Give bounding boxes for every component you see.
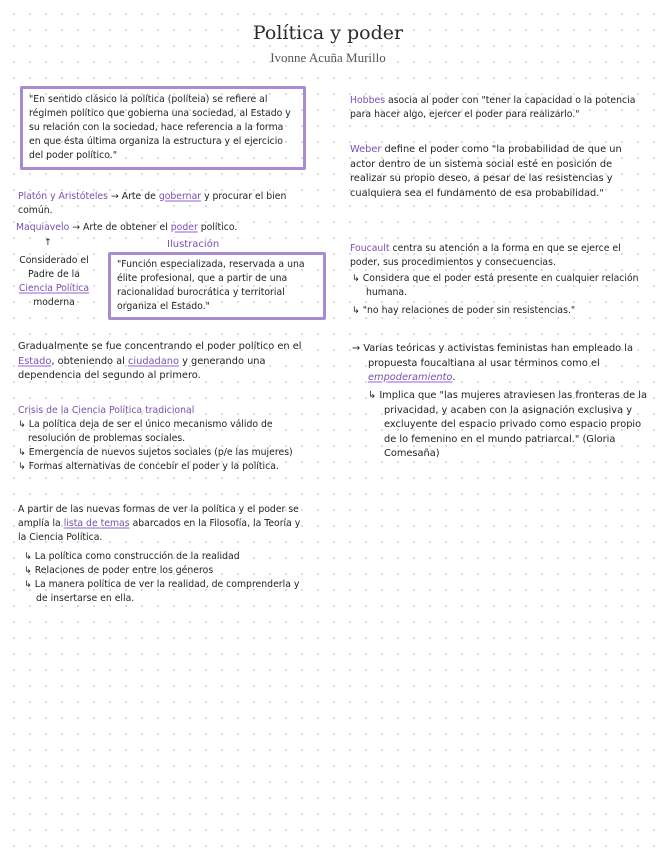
- list-item: ↳ Considera que el poder está presente en cualquier relación humana.: [352, 273, 639, 298]
- gobernar-highlight: gobernar: [158, 191, 202, 202]
- lista-temas-highlight: lista de temas: [63, 518, 130, 529]
- platon-line: Platón y Aristóteles → Arte de gobernar y procurar el bien común.: [18, 191, 287, 216]
- bullet-arrow-icon: ↳: [24, 551, 32, 562]
- considerado-note: Considerado el Padre de la Ciencia Política moderna: [18, 255, 90, 308]
- hobbes-name: Hobbes: [350, 95, 386, 106]
- list-item: ↳ Formas alternativas de concebir el poder y la política.: [18, 461, 279, 472]
- ilustracion-box: [108, 252, 326, 320]
- ilustracion-text: "Función especializada, reservada a una élite profesional, que a partir de una racionalidad burocrática y territorial organiza el Estado.": [117, 259, 305, 312]
- foucault-name: Foucault: [350, 243, 390, 254]
- ciudadano-highlight: ciudadano: [128, 355, 179, 367]
- list-item: ↳ La política deja de ser el único mecanismo válido de resolución de problemas sociales.: [18, 419, 273, 444]
- list-item: ↳ "no hay relaciones de poder sin resistencias.": [352, 305, 576, 316]
- hobbes-paragraph: Hobbes asocia al poder con "tener la capacidad o la potencia para hacer algo, ejercer el poder para realizarlo.": [350, 95, 636, 120]
- maquiavelo: Maquiavelo: [16, 222, 70, 233]
- feministas-paragraph: → Varias teóricas y activistas feministas han empleado la propuesta foucaltiana al usar términos como el empoderamiento.: [352, 343, 634, 383]
- foucault-list: [350, 272, 640, 318]
- maquiavelo-line: Maquiavelo → Arte de obtener el poder político.: [16, 222, 238, 233]
- poder-highlight: poder: [170, 222, 198, 233]
- list-item: ↳ Emergencia de nuevos sujetos sociales (p/e las mujeres): [18, 447, 293, 458]
- bullet-arrow-icon: ↳: [352, 305, 360, 316]
- feministas-sub: ↳ Implica que "las mujeres atraviesen las fronteras de la privacidad, y acaben con la asignación exclusiva y excluyente del espacio privado como espacio propio de lo femenino en el mundo patriarcal." (Gloria Comesaña): [368, 390, 648, 459]
- ciencia-politica-highlight: Ciencia Política: [18, 283, 90, 294]
- bullet-arrow-icon: ↳: [352, 273, 360, 284]
- bullet-arrow-icon: ↳: [18, 447, 26, 458]
- bullet-arrow-icon: ↳: [24, 565, 32, 576]
- arrow-icon: →: [352, 343, 361, 354]
- bullet-arrow-icon: ↳: [24, 579, 32, 590]
- weber-name: Weber: [350, 144, 382, 155]
- list-item: ↳ La política como construcción de la realidad: [24, 551, 240, 562]
- nuevas-list: [20, 550, 308, 606]
- empoderamiento-highlight: empoderamiento: [368, 372, 453, 383]
- definition-text: "En sentido clásico la política (políteia) se refiere al régimen político que gobierna una sociedad, al Estado y su relación con la sociedad, hace referencia a la forma en que ésta última organiza la estructura y el ejercicio del poder político.": [29, 94, 291, 161]
- bullet-arrow-icon: ↳: [18, 419, 26, 430]
- list-item: ↳ La manera política de ver la realidad, de comprenderla y de insertarse en ella.: [24, 579, 300, 604]
- list-item: ↳ Relaciones de poder entre los géneros: [24, 565, 214, 576]
- gradual-paragraph: Gradualmente se fue concentrando el poder político en el Estado, obteniendo al ciudadano y generando una dependencia del segundo al primero.: [18, 341, 302, 381]
- page-title: Política y poder: [252, 22, 404, 44]
- crisis-heading: Crisis de la Ciencia Política tradicional: [18, 405, 195, 416]
- foucault-paragraph: Foucault centra su atención a la forma en que se ejerce el poder, sus procedimientos y consecuencias.: [350, 243, 621, 268]
- arrow-icon: →: [72, 222, 81, 233]
- estado-highlight: Estado: [18, 355, 52, 367]
- bullet-arrow-icon: ↳: [368, 390, 377, 401]
- nuevas-paragraph: A partir de las nuevas formas de ver la política y el poder se amplía la lista de temas abarcados en la Filosofía, la Teoría y la Ciencia Política.: [18, 504, 301, 543]
- author-name: Ivonne Acuña Murillo: [270, 50, 386, 65]
- bullet-arrow-icon: ↳: [18, 461, 26, 472]
- ilustracion-label: Ilustración: [164, 238, 222, 252]
- platon-aristoteles: Platón y Aristóteles: [18, 191, 108, 202]
- weber-paragraph: Weber define el poder como "la probabilidad de que un actor dentro de un sistema social esté en posición de realizar su propio deseo, a pesar de las resistencias y cualquiera sea el fundamento de esa probabilidad.": [350, 144, 622, 199]
- crisis-list: [18, 418, 308, 474]
- definition-box: [20, 86, 306, 170]
- arrow-icon: →: [110, 191, 119, 202]
- up-arrow-icon: ↑: [44, 237, 52, 248]
